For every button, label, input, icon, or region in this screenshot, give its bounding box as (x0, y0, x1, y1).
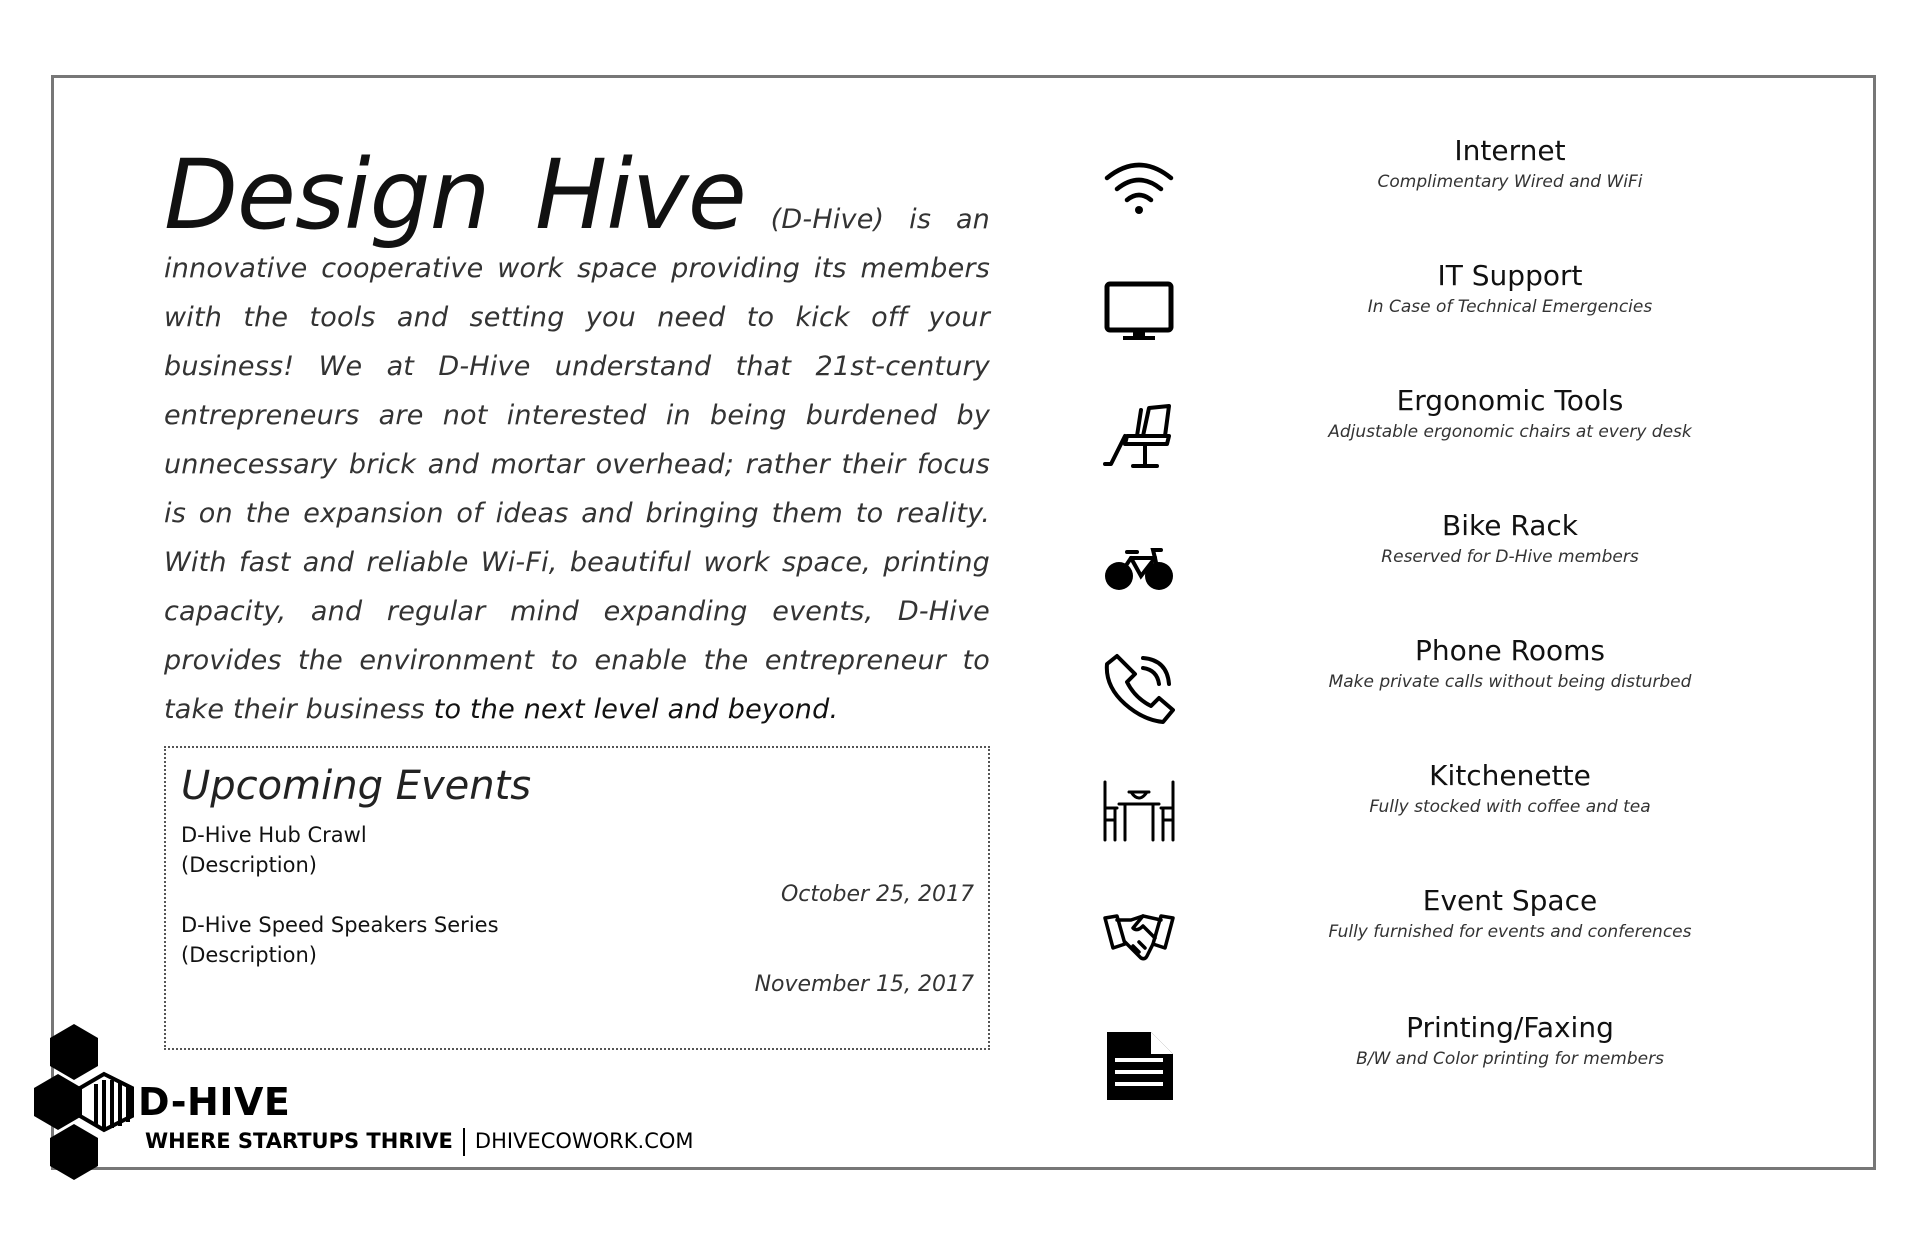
amenity-subtitle: In Case of Technical Emergencies (1367, 297, 1653, 317)
brand-title: Design Hive (164, 139, 746, 251)
amenity-title: Event Space (1422, 884, 1598, 917)
events-heading: Upcoming Events (181, 763, 532, 809)
website-link[interactable]: DHIVECOWORK.COM (474, 1129, 694, 1153)
logo-name: D-HIVE (138, 1080, 291, 1124)
amenity-subtitle: Fully stocked with coffee and tea (1369, 797, 1651, 817)
amenity-title: Phone Rooms (1415, 634, 1605, 667)
amenity-internet (1300, 133, 1720, 195)
upcoming-events-box (164, 746, 990, 1050)
logo-tagline: WHERE STARTUPS THRIVE (145, 1129, 453, 1153)
bicycle-icon (1103, 530, 1175, 602)
dining-table-icon (1103, 778, 1175, 850)
amenity-title: Kitchenette (1429, 759, 1591, 792)
event-item (181, 820, 974, 910)
event-name: D-Hive Hub Crawl (181, 823, 367, 847)
amenity-subtitle: Fully furnished for events and conferences (1328, 922, 1692, 942)
amenity-title: Bike Rack (1442, 509, 1578, 542)
amenity-title: Printing/Faxing (1406, 1011, 1614, 1044)
monitor-icon (1103, 276, 1175, 348)
amenity-title: Internet (1454, 134, 1566, 167)
amenity-subtitle: B/W and Color printing for members (1356, 1049, 1664, 1069)
intro-paragraph (164, 139, 990, 734)
intro-body: (D-Hive) is an innovative cooperative work space providing its members with the tools and setting you need to kick off your business! We at D-Hive understand that 21st-century entrepreneurs are not interested in being burdened by unnecessary brick and mortar overhead; rather their focus is on the expansion of ideas and bringing them to reality. With fast and reliable Wi-Fi, beautiful work space, printing capacity, and regular mind expanding events, D-Hive provides the environment to enable the entrepreneur to take their business (164, 204, 990, 725)
wifi-icon (1103, 150, 1175, 222)
event-date: October 25, 2017 (780, 882, 974, 907)
amenity-subtitle: Complimentary Wired and WiFi (1377, 172, 1643, 192)
amenity-title: Ergonomic Tools (1396, 384, 1624, 417)
intro-tail: to the next level and beyond. (433, 694, 839, 725)
event-date: November 15, 2017 (754, 972, 974, 997)
amenity-ergonomic-tools (1300, 383, 1720, 445)
chair-icon (1103, 402, 1175, 474)
amenity-subtitle: Adjustable ergonomic chairs at every desk (1328, 422, 1692, 442)
event-item (181, 910, 974, 1000)
document-icon (1103, 1030, 1175, 1102)
amenity-it-support (1300, 258, 1720, 320)
amenity-bike-rack (1300, 508, 1720, 570)
amenity-event-space (1300, 883, 1720, 945)
amenity-subtitle: Reserved for D-Hive members (1381, 547, 1639, 567)
event-name: D-Hive Speed Speakers Series (181, 913, 499, 937)
event-description: (Description) (181, 853, 317, 877)
phone-icon (1103, 652, 1175, 724)
divider (463, 1128, 465, 1156)
amenity-kitchenette (1300, 758, 1720, 820)
handshake-icon (1103, 900, 1175, 972)
event-description: (Description) (181, 943, 317, 967)
amenity-subtitle: Make private calls without being disturbed (1328, 672, 1692, 692)
amenity-printing-faxing (1300, 1010, 1720, 1072)
amenity-title: IT Support (1437, 259, 1583, 292)
amenity-phone-rooms (1300, 633, 1720, 695)
logo-tagline-row (145, 1128, 694, 1156)
